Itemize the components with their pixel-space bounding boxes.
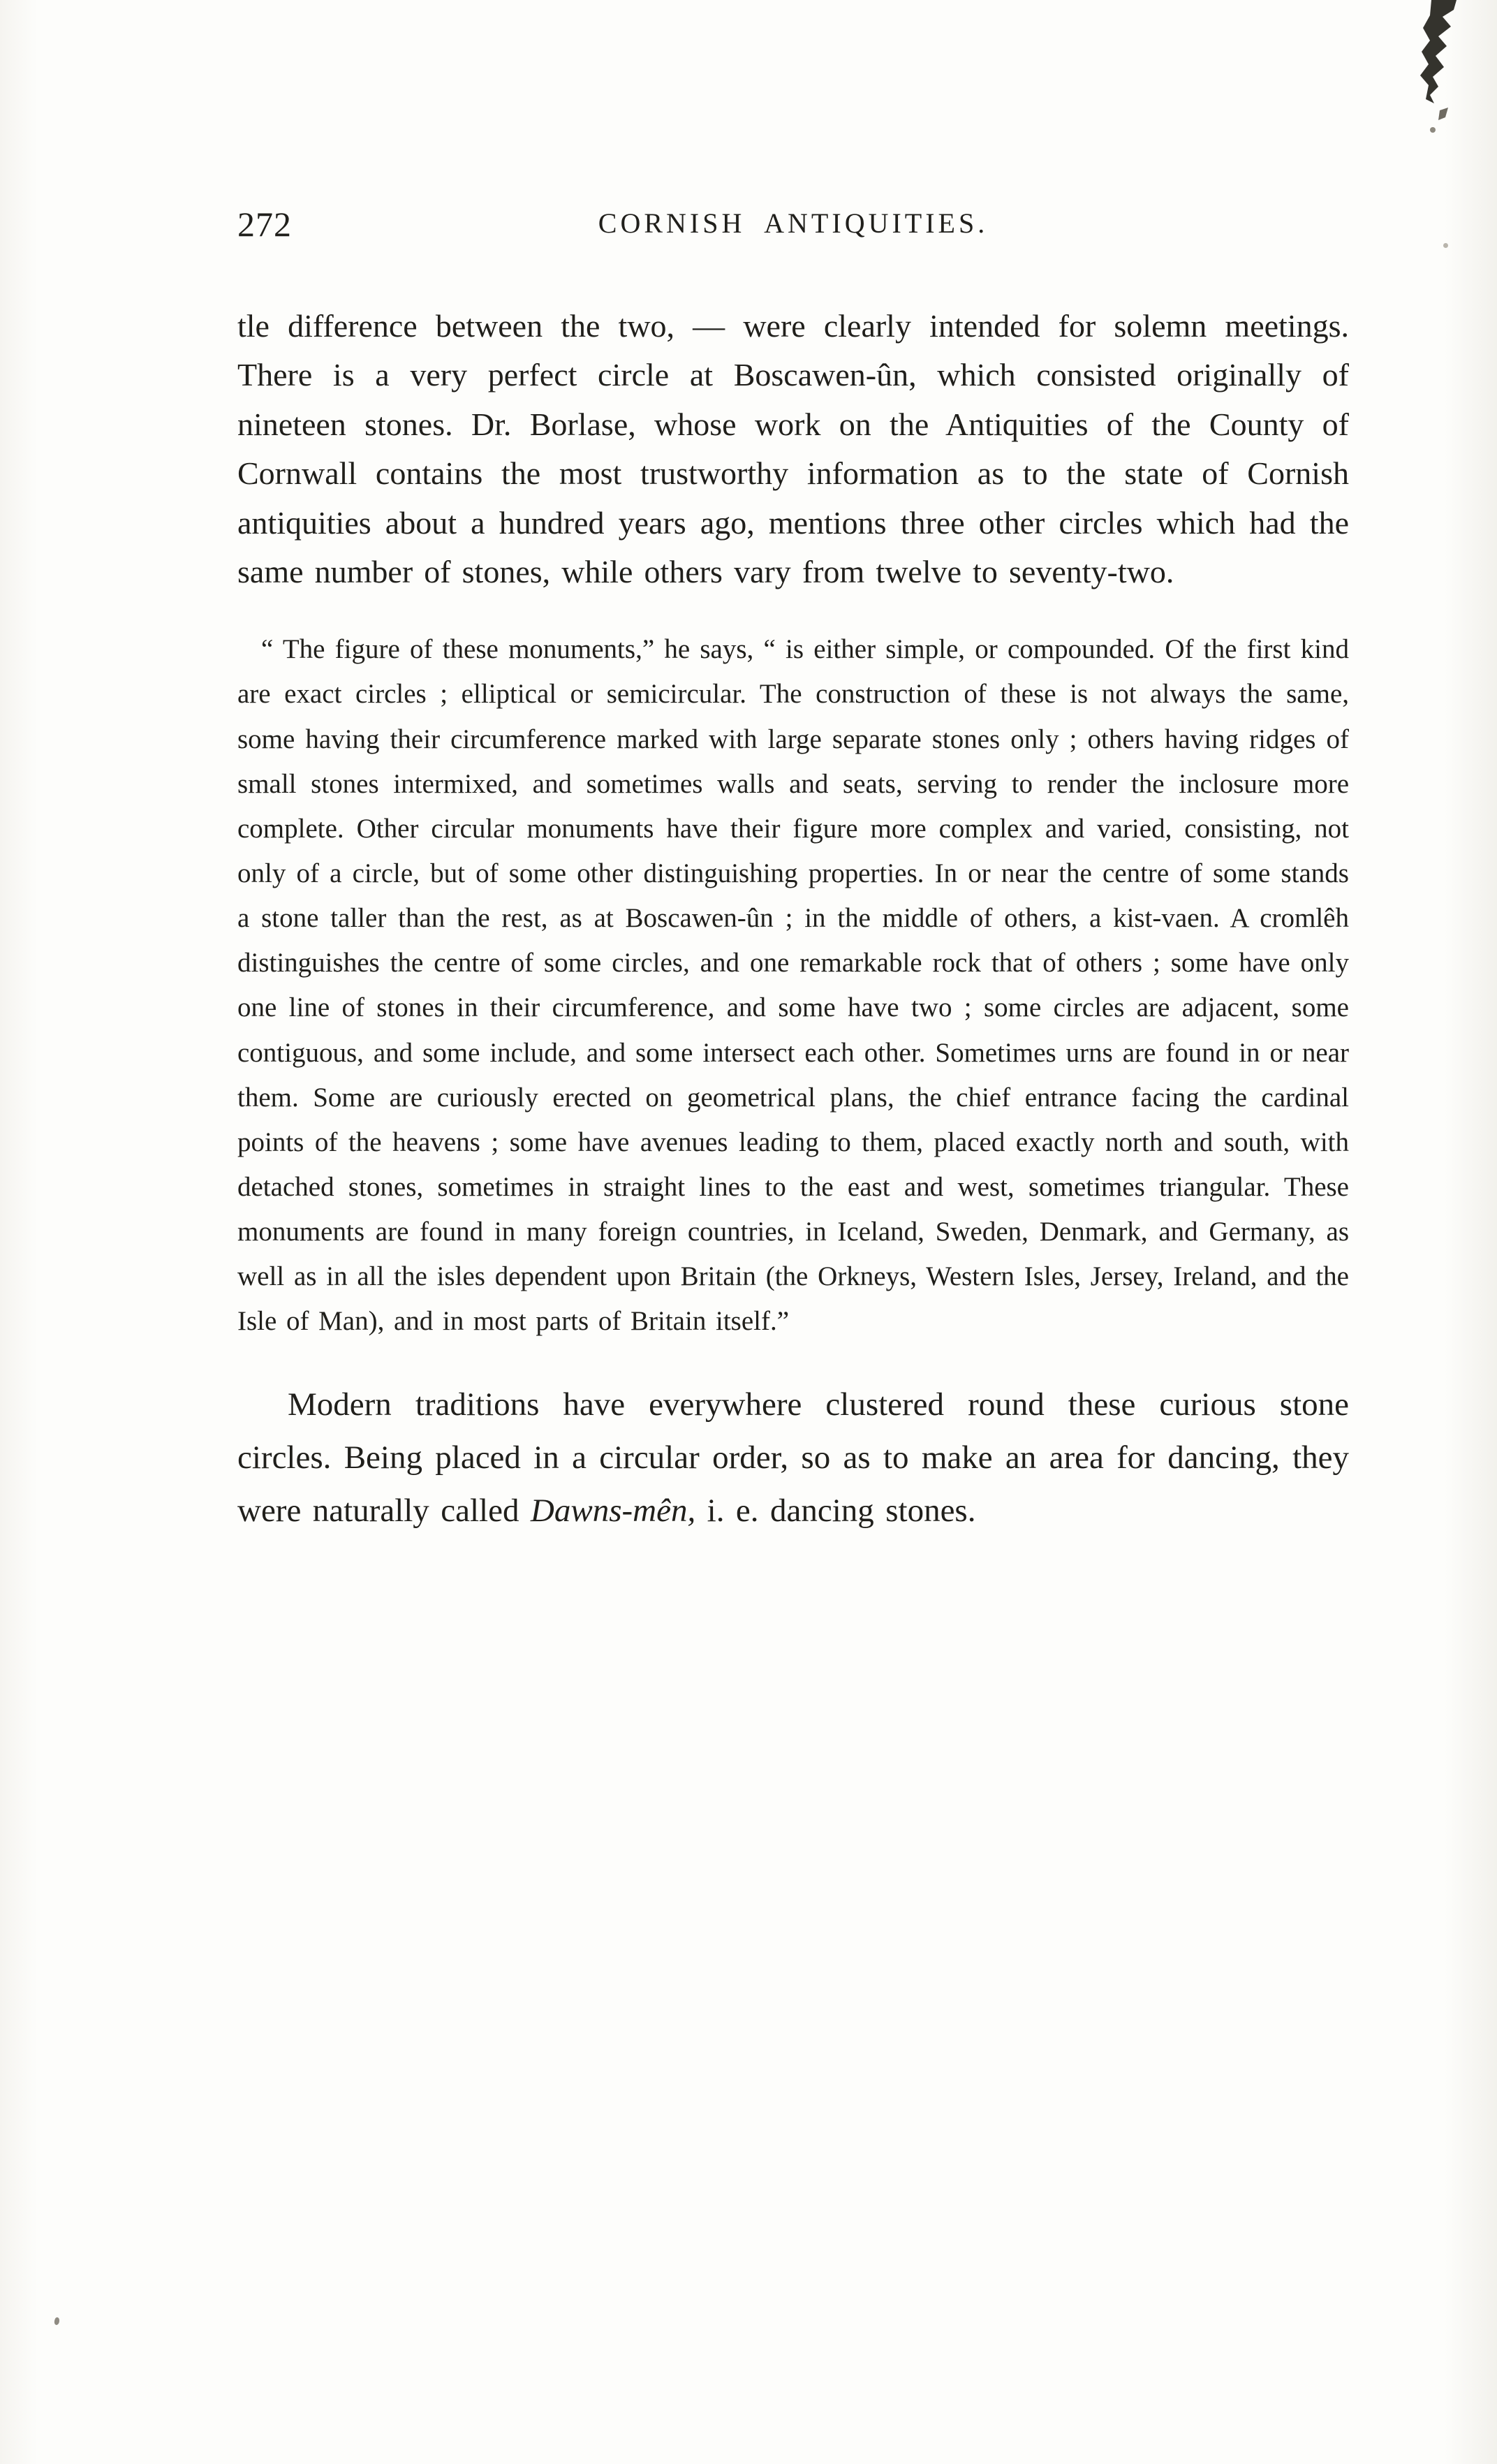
italic-term-dawns-men: Dawns-mên, bbox=[530, 1492, 696, 1529]
page-number: 272 bbox=[237, 205, 292, 244]
running-title: CORNISH ANTIQUITIES. bbox=[598, 207, 989, 239]
final-paragraph-text-2: i. e. dancing stones. bbox=[695, 1492, 976, 1529]
paragraph-opening: tle difference between the two, — were clearly intended for solemn meetings. There is a very perfect circle at Boscawen-ûn, which consisted originally of nineteen stones. Dr. Borlase, whose work on the Antiquities of the County of Cornwall contains the most trustworthy information as to the state of Cornish antiquities about a hundred years ago, mentions three other circles which had the same number of stones, while others vary from twelve to seventy-two. bbox=[237, 308, 1349, 589]
paper-speck-icon bbox=[54, 2317, 60, 2325]
page-header bbox=[237, 207, 1349, 251]
ink-blot-artifact bbox=[1412, 0, 1462, 140]
text-block bbox=[237, 302, 1349, 1537]
final-paragraph-text-1: Modern traditions have everywhere clustered round these curious stone circles. Being placed in a circular order, so as to make an area for dancing, they were naturally called bbox=[237, 1386, 1349, 1529]
paper-speck-icon bbox=[1443, 243, 1448, 248]
paragraph-borlase-quote: “ The figure of these monuments,” he says, “ is either simple, or compounded. Of the first kind are exact circles ; elliptical or semicircular. The construction of these is not always the same, some having their circumference marked with large separate stones only ; others having ridges of small stones intermixed, and sometimes walls and seats, serving to render the inclosure more complete. Other circular monuments have their figure more complex and varied, consisting, not only of a circle, but of some other distinguishing properties. In or near the centre of some stands a stone taller than the rest, as at Boscawen-ûn ; in the middle of others, a kist-vaen. A cromlêh distinguishes the centre of some circles, and one remarkable rock that of others ; some have only one line of stones in their circumference, and some have two ; some circles are adjacent, some contiguous, and some include, and some intersect each other. Sometimes urns are found in or near them. Some are curiously erected on geometrical plans, the chief entrance facing the cardinal points of the heavens ; some have avenues leading to them, placed exactly north and south, with detached stones, sometimes in straight lines to the east and west, sometimes triangular. These monuments are found in many foreign countries, in Iceland, Sweden, Denmark, and Germany, as well as in all the isles dependent upon Britain (the Orkneys, Western Isles, Jersey, Ireland, and the Isle of Man), and in most parts of Britain itself.” bbox=[237, 634, 1349, 1337]
paragraph-final bbox=[237, 1378, 1349, 1537]
